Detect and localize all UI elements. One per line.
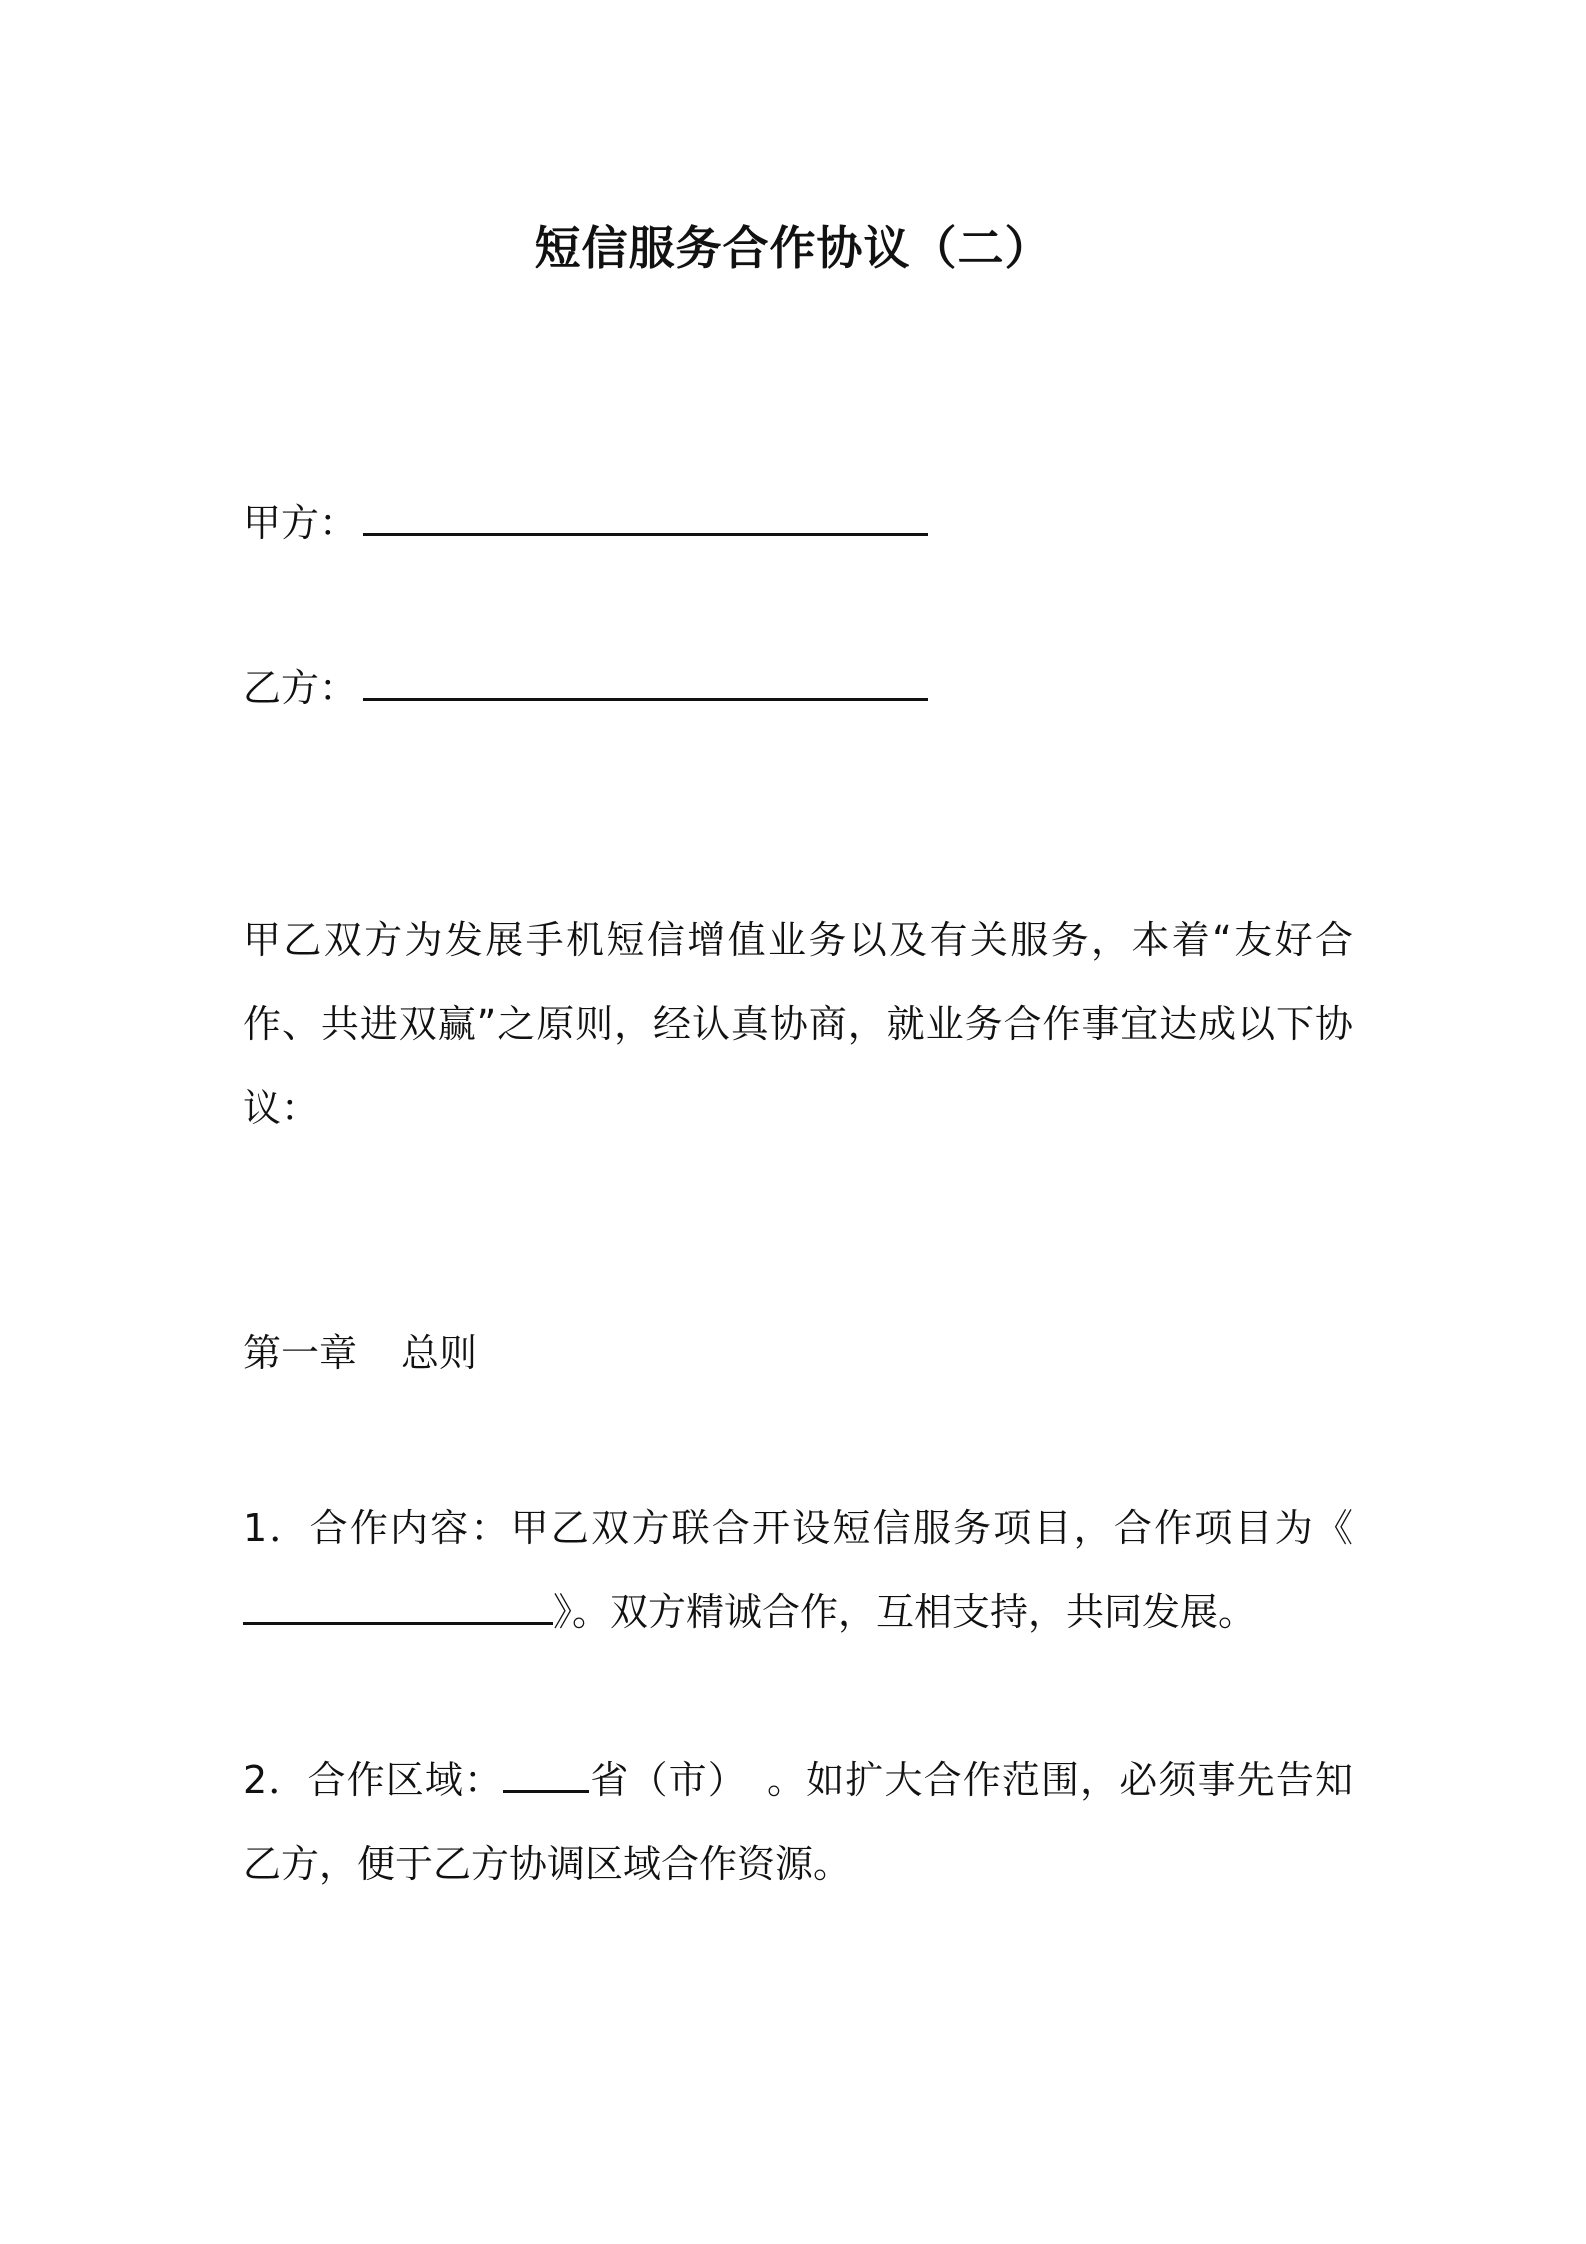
party-a-line	[243, 495, 928, 548]
clause-2	[243, 1738, 1353, 1906]
chapter-name: 总则	[401, 1331, 478, 1375]
clause-1	[243, 1486, 1353, 1654]
clause-2-rest: 省（市） 。如扩大合作范围，必须事先告知乙方，便于乙方协调区域合作资源。	[243, 1758, 1353, 1886]
party-b-label: 乙方：	[243, 666, 358, 710]
clause-2-lead: 2．合作区域：	[243, 1758, 504, 1802]
intro-paragraph: 甲乙双方为发展手机短信增值业务以及有关服务，本着“友好合作、共进双赢”之原则，经认真协商，就业务合作事宜达成以下协议：	[243, 918, 1353, 1130]
clause-1-project-blank	[243, 1586, 553, 1625]
chapter-heading	[243, 1328, 477, 1378]
clause-1-open-bracket: 《	[1314, 1506, 1353, 1550]
party-a-blank	[363, 495, 928, 536]
clause-2-province-blank	[503, 1754, 589, 1793]
party-b-line	[243, 660, 928, 713]
party-b-blank	[363, 660, 928, 701]
page-title: 短信服务合作协议（二）	[534, 221, 1052, 275]
chapter-number: 第一章	[243, 1331, 358, 1375]
clause-1-rest: 》。双方精诚合作，互相支持，共同发展。	[553, 1590, 1257, 1634]
party-a-label: 甲方：	[243, 501, 358, 545]
clause-1-lead: 1．合作内容：甲乙双方联合开设短信服务项目，合作项目为	[243, 1506, 1315, 1550]
